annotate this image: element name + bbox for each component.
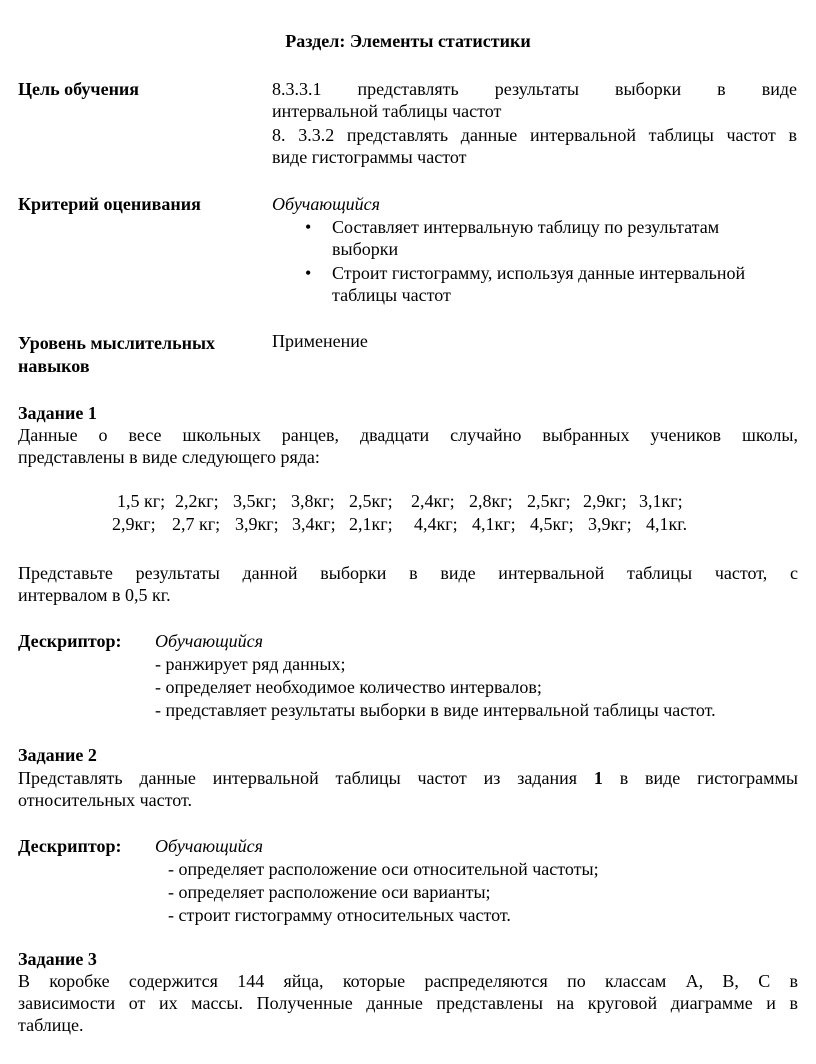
thinking-level-value: Применение [272,331,368,351]
task3-text-line-3: таблице. [18,1015,84,1035]
bullet-icon: • [305,263,312,283]
task1-text-line-1: Данные о весе школьных ранцев, двадцати случайно выбранных учеников школы, [18,425,798,445]
data-value: 4,1кг. [646,514,688,534]
objective-line-2b: виде гистограммы частот [272,147,467,167]
data-value: 3,9кг; [235,514,279,534]
task2-text-line-1 [18,767,798,789]
objective-line-2a: 8. 3.3.2 представлять данные интервальной таблицы частот в [272,125,797,145]
task3-text-line-2: зависимости от их массы. Полученные данные представлены на круговой диаграмме и в [18,993,798,1013]
objective-line-1b: интервальной таблицы частот [272,101,502,121]
task1-instruction-line-2: интервалом в 0,5 кг. [18,585,171,605]
task2-descriptor-2: - определяет расположение оси варианты; [168,882,491,902]
section-title: Раздел: Элементы статистики [285,31,531,51]
data-value: 4,4кг; [414,514,458,534]
data-value: 3,8кг; [291,491,335,511]
task2-text-post: в виде гистограммы [619,768,799,788]
criteria-intro: Обучающийся [272,194,381,214]
data-value: 2,2кг; [175,491,219,511]
task1-descriptor-3: - представляет результаты выборки в виде интервальной таблицы частот. [155,700,716,720]
task1-data-row-2 [112,513,687,535]
thinking-level-label-line-2: навыков [18,356,90,376]
task2-descriptor-intro: Обучающийся [155,836,264,856]
data-value: 2,7 кг; [172,514,221,534]
data-value: 2,9кг; [583,491,627,511]
data-value: 2,8кг; [469,491,513,511]
data-value: 4,5кг; [530,514,574,534]
task1-descriptor-1: - ранжирует ряд данных; [155,654,346,674]
data-value: 3,1кг; [639,491,683,511]
objective-label: Цель обучения [18,79,140,99]
task3-text-line-1: В коробке содержится 144 яйца, которые распределяются по классам А, В, С в [18,971,798,991]
data-value: 3,9кг; [588,514,632,534]
criteria-item-2-line-2: таблицы частот [332,285,451,305]
task1-data-row-1 [117,490,683,512]
task1-descriptor-2: - определяет необходимое количество интервалов; [155,677,542,697]
objective-line-1a: 8.3.3.1 представлять результаты выборки в виде [272,79,797,99]
task1-descriptor-intro: Обучающийся [155,631,264,651]
data-value: 1,5 кг; [117,491,166,511]
task2-descriptor-label: Дескриптор: [18,836,122,856]
task2-descriptor-3: - строит гистограмму относительных частот. [168,905,511,925]
criteria-label: Критерий оценивания [18,194,201,214]
task2-task-number: 1 [593,768,603,788]
bullet-icon: • [305,217,312,237]
task3-heading: Задание 3 [18,949,97,969]
data-value: 2,9кг; [112,514,156,534]
criteria-item-2-line-1: Строит гистограмму, используя данные интервальной [332,263,746,283]
data-value: 3,5кг; [233,491,277,511]
task1-text-line-2: представлены в виде следующего ряда: [18,447,320,467]
task2-text-pre: Представлять данные интервальной таблицы частот из задания [18,768,577,788]
criteria-item-1-line-1: Составляет интервальную таблицу по результатам [332,217,720,237]
task1-descriptor-label: Дескриптор: [18,631,122,651]
data-value: 2,5кг; [527,491,571,511]
criteria-item-1-line-2: выборки [332,239,399,259]
data-value: 2,5кг; [349,491,393,511]
thinking-level-label-line-1: Уровень мыслительных [18,333,216,353]
data-value: 3,4кг; [292,514,336,534]
task2-text-line-2: относительных частот. [18,790,193,810]
data-value: 2,1кг; [349,514,393,534]
task1-heading: Задание 1 [18,403,97,423]
data-value: 2,4кг; [411,491,455,511]
data-value: 4,1кг; [472,514,516,534]
task1-instruction-line-1: Представьте результаты данной выборки в виде интервальной таблицы частот, с [18,563,798,583]
task2-heading: Задание 2 [18,745,97,765]
task2-descriptor-1: - определяет расположение оси относительной частоты; [168,859,599,879]
